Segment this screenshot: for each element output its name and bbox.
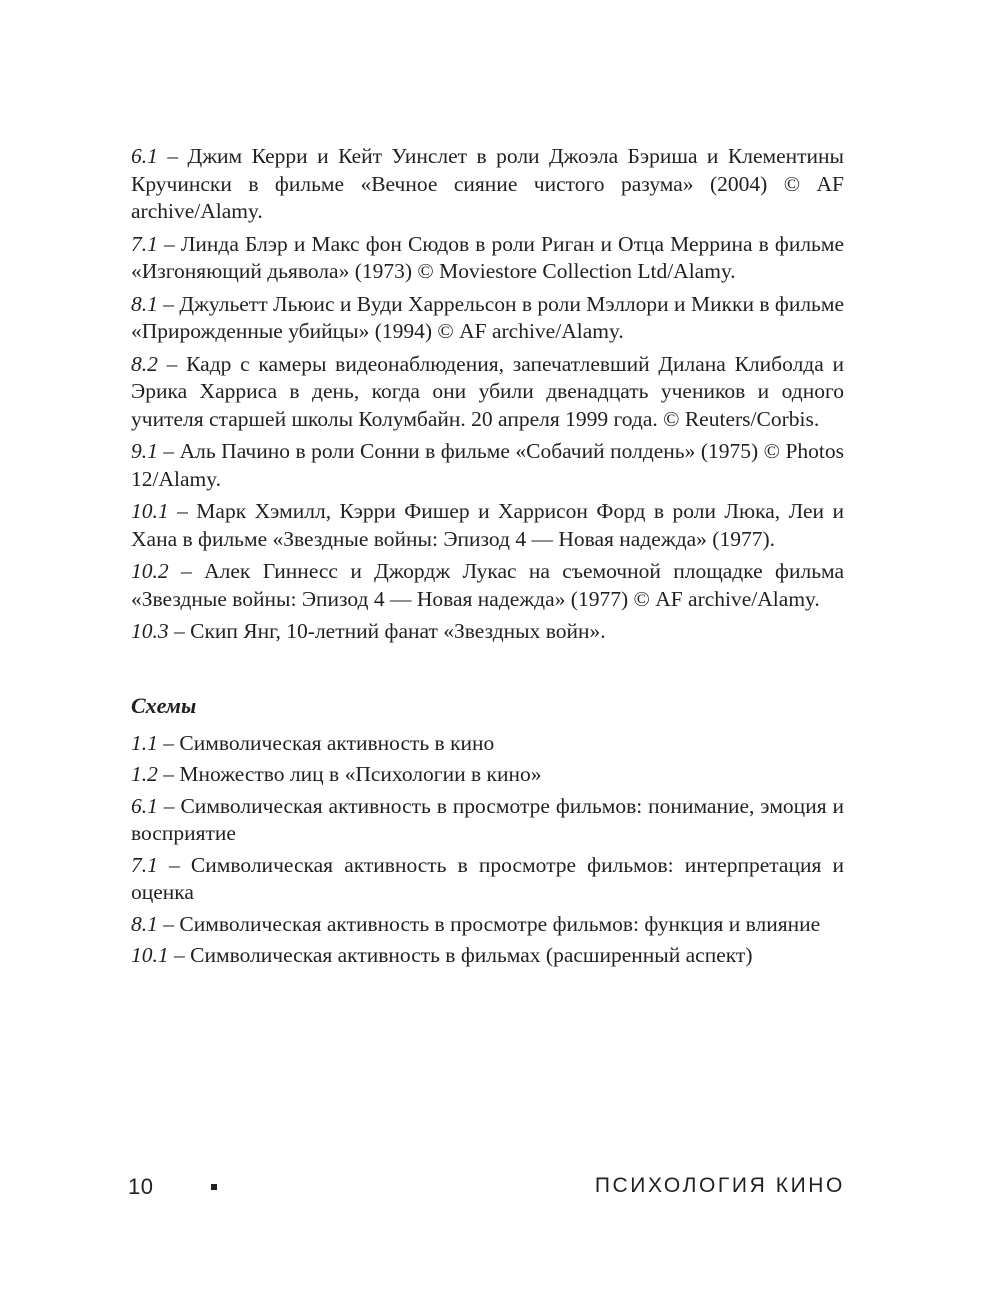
- figure-number: 8.1: [131, 291, 158, 316]
- separator: –: [163, 439, 175, 463]
- scheme-text: Символическая активность в просмотре фильмов: понимание, эмоция и восприятие: [131, 793, 845, 845]
- figure-caption: [131, 438, 844, 493]
- separator: –: [174, 619, 185, 643]
- figure-text: Скип Янг, 10-летний фанат «Звездных войн».: [190, 619, 606, 643]
- scheme-number: 8.1: [131, 911, 158, 936]
- figure-text: Марк Хэмилл, Кэрри Фишер и Харрисон Форд в роли Люка, Леи и Хана в фильме «Звездные войны: Эпизод 4 — Новая надежда» (1977).: [131, 499, 845, 551]
- scheme-caption: [131, 852, 844, 907]
- separator: –: [163, 231, 175, 256]
- separator: –: [163, 291, 175, 316]
- figure-text: Джульетт Льюис и Вуди Харрельсон в роли Мэллори и Микки в фильме «Прирожденные убийцы» (1994) © AF archive/Alamy.: [131, 291, 845, 343]
- figure-caption: [131, 558, 844, 613]
- scheme-text: Символическая активность в кино: [179, 730, 495, 755]
- scheme-number: 10.1: [131, 943, 169, 967]
- scheme-text: Символическая активность в просмотре фильмов: функция и влияние: [179, 911, 821, 936]
- figure-text: Линда Блэр и Макс фон Сюдов в роли Риган и Отца Меррина в фильме «Изгоняющий дьявола» (1973) © Moviestore Collection Ltd/Alamy.: [131, 231, 845, 283]
- scheme-caption: [131, 911, 844, 939]
- scheme-number: 1.2: [131, 762, 158, 786]
- figures-list: [131, 143, 844, 646]
- figure-number: 6.1: [131, 144, 158, 168]
- bullet-icon: [211, 1184, 217, 1190]
- page-number: 10: [128, 1174, 154, 1199]
- page-content: [131, 143, 844, 974]
- figure-number: 7.1: [131, 231, 158, 256]
- separator: –: [163, 911, 174, 936]
- figure-caption: [131, 231, 844, 286]
- section-title-schemes: Схемы: [131, 692, 197, 718]
- scheme-text: Символическая активность в фильмах (расширенный аспект): [190, 943, 753, 967]
- separator: –: [169, 852, 180, 877]
- figure-caption: [131, 351, 844, 434]
- figure-caption: [131, 143, 844, 226]
- separator: –: [177, 499, 188, 523]
- separator: –: [166, 351, 178, 376]
- scheme-caption: [131, 793, 844, 848]
- separator: –: [180, 559, 192, 583]
- scheme-text: Множество лиц в «Психологии в кино»: [179, 762, 542, 786]
- schemes-list: [131, 730, 844, 970]
- scheme-number: 7.1: [131, 852, 158, 877]
- figure-number: 10.3: [131, 619, 169, 643]
- figure-number: 10.2: [131, 559, 169, 583]
- figure-caption: [131, 498, 844, 553]
- scheme-caption: [131, 730, 844, 758]
- separator: –: [163, 730, 174, 755]
- separator: –: [167, 144, 179, 168]
- figure-text: Алек Гиннесс и Джордж Лукас на съемочной площадке фильма «Звездные войны: Эпизод 4 — Новая надежда» (1977) © AF archive/Alamy.: [131, 559, 845, 611]
- separator: –: [174, 943, 185, 967]
- scheme-caption: [131, 942, 844, 970]
- running-title: ПСИХОЛОГИЯ КИНО: [594, 1174, 845, 1197]
- figure-caption: [131, 291, 844, 346]
- scheme-number: 6.1: [131, 793, 158, 818]
- figure-number: 10.1: [131, 499, 169, 523]
- separator: –: [163, 793, 175, 818]
- figure-text: Джим Керри и Кейт Уинслет в роли Джоэла Бэриша и Клементины Кручински в фильме «Вечное сияние чистого разума» (2004) © AF archive/Alamy.: [131, 144, 845, 223]
- scheme-number: 1.1: [131, 730, 158, 755]
- figure-caption: [131, 618, 844, 646]
- figure-text: Кадр с камеры видеонаблюдения, запечатлевший Дилана Клиболда и Эрика Харриса в день, когда они убили двенадцать учеников и одного учителя старшей школы Колумбайн. 20 апреля 1999 года. © Reuters/Corbis.: [131, 351, 845, 431]
- figure-text: Аль Пачино в роли Сонни в фильме «Собачий полдень» (1975) © Photos 12/Alamy.: [131, 439, 845, 491]
- separator: –: [163, 762, 174, 786]
- scheme-text: Символическая активность в просмотре фильмов: интерпретация и оценка: [131, 852, 844, 904]
- page-footer: [128, 1174, 845, 1204]
- scheme-caption: [131, 761, 844, 789]
- figure-number: 8.2: [131, 351, 158, 376]
- figure-number: 9.1: [131, 439, 158, 463]
